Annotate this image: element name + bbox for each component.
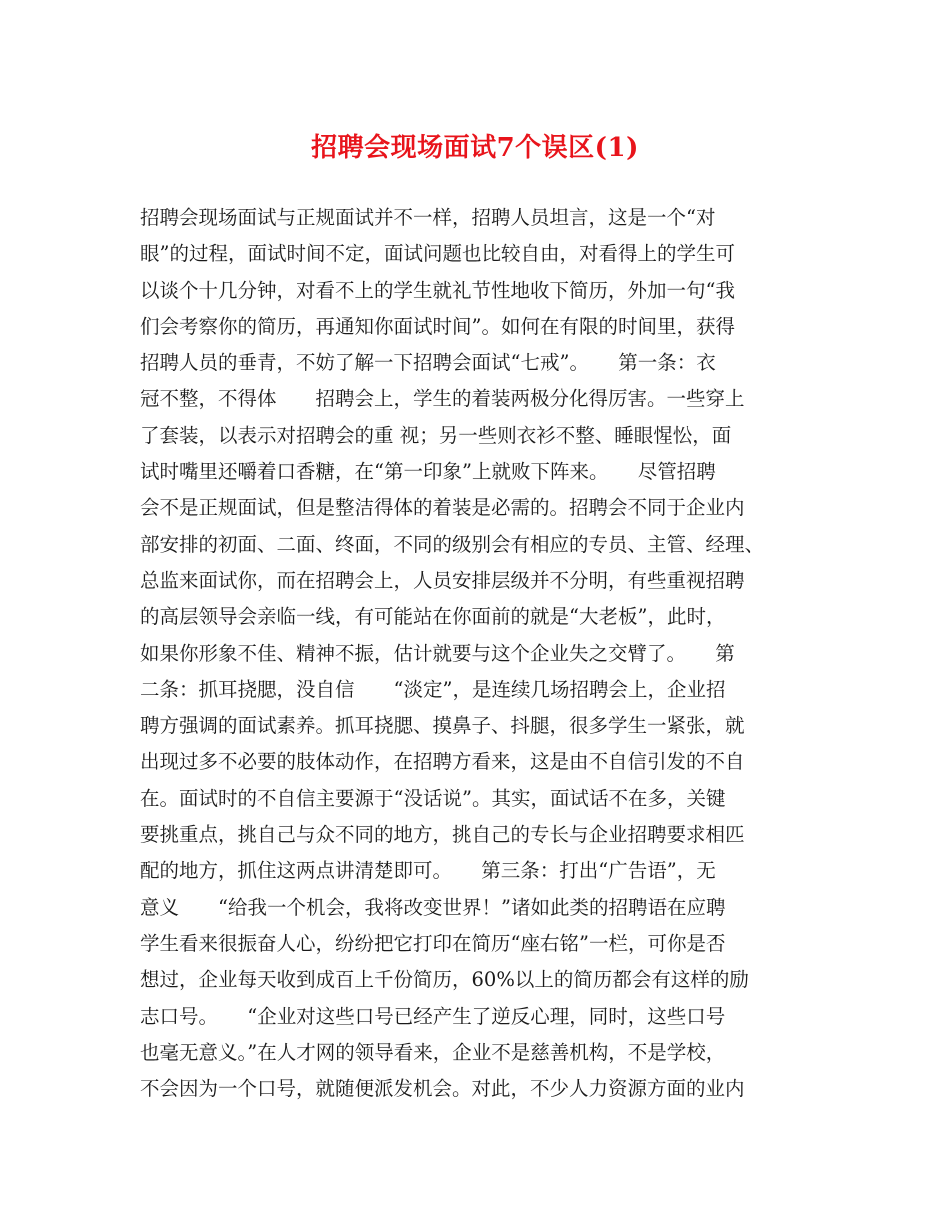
text-line: 总监来面试你，而在招聘会上，人员安排层级并不分明，有些重视招聘 xyxy=(140,568,745,592)
text-line: 以谈个十几分钟，对看不上的学生就礼节性地收下简历，外加一句“我 xyxy=(140,278,735,302)
text-line: 在。面试时的不自信主要源于“没话说”。其实，面试话不在多，关键 xyxy=(140,786,726,810)
page-title: 招聘会现场面试7个误区(1) xyxy=(311,133,639,163)
text-line: 如果你形象不佳、精神不振，估计就要与这个企业失之交臂了。 第 xyxy=(140,641,735,665)
body-text xyxy=(140,200,820,1107)
text-line: 了套装，以表示对招聘会的重 视；另一些则衣衫不整、睡眼惺忪，面 xyxy=(140,423,732,447)
text-line: 意义 “给我一个机会，我将改变世界！”诸如此类的招聘语在应聘 xyxy=(140,895,726,919)
text-line: 二条：抓耳挠腮，没自信 “淡定”，是连续几场招聘会上，企业招 xyxy=(140,677,726,701)
text-line: 试时嘴里还嚼着口香糖，在“第一印象”上就败下阵来。 尽管招聘 xyxy=(140,460,716,484)
text-line: 的高层领导会亲临一线，有可能站在你面前的就是“大老板”，此时， xyxy=(140,605,726,629)
text-line: 眼”的过程，面试时间不定，面试问题也比较自由，对看得上的学生可 xyxy=(140,242,735,266)
text-line: 会不是正规面试，但是整洁得体的着装是必需的。招聘会不同于企业内 xyxy=(140,496,745,520)
text-line: 不会因为一个口号，就随便派发机会。对此，不少人力资源方面的业内 xyxy=(140,1077,745,1101)
text-line: 要挑重点，挑自己与众不同的地方，挑自己的专长与企业招聘要求相匹 xyxy=(140,823,745,847)
text-line: 招聘会现场面试与正规面试并不一样，招聘人员坦言，这是一个“对 xyxy=(140,206,716,229)
text-line: 配的地方，抓住这两点讲清楚即可。 第三条：打出“广告语”，无 xyxy=(140,859,716,883)
text-line: 想过，企业每天收到成百上千份简历，60%以上的简历都会有这样的励 xyxy=(140,968,749,992)
text-line: 出现过多不必要的肢体动作，在招聘方看来，这是由不自信引发的不自 xyxy=(140,750,745,774)
text-line: 冠不整，不得体 招聘会上，学生的着装两极分化得厉害。一些穿上 xyxy=(140,387,745,411)
text-line: 学生看来很振奋人心，纷纷把它打印在简历“座右铭”一栏，可你是否 xyxy=(140,931,726,955)
text-line: 招聘人员的垂青，不妨了解一下招聘会面试“七戒”。 第一条：衣 xyxy=(140,351,716,375)
text-line: 们会考察你的简历，再通知你面试时间”。如何在有限的时间里，获得 xyxy=(140,314,735,338)
text-line: 志口号。 “企业对这些口号已经产生了逆反心理，同时，这些口号 xyxy=(140,1004,726,1028)
text-line: 也毫无意义。”在人才网的领导看来，企业不是慈善机构，不是学校， xyxy=(140,1040,726,1064)
text-line: 部安排的初面、二面、终面，不同的级别会有相应的专员、主管、经理、 xyxy=(140,532,765,556)
text-line: 聘方强调的面试素养。抓耳挠腮、摸鼻子、抖腿，很多学生一紧张，就 xyxy=(140,714,745,738)
